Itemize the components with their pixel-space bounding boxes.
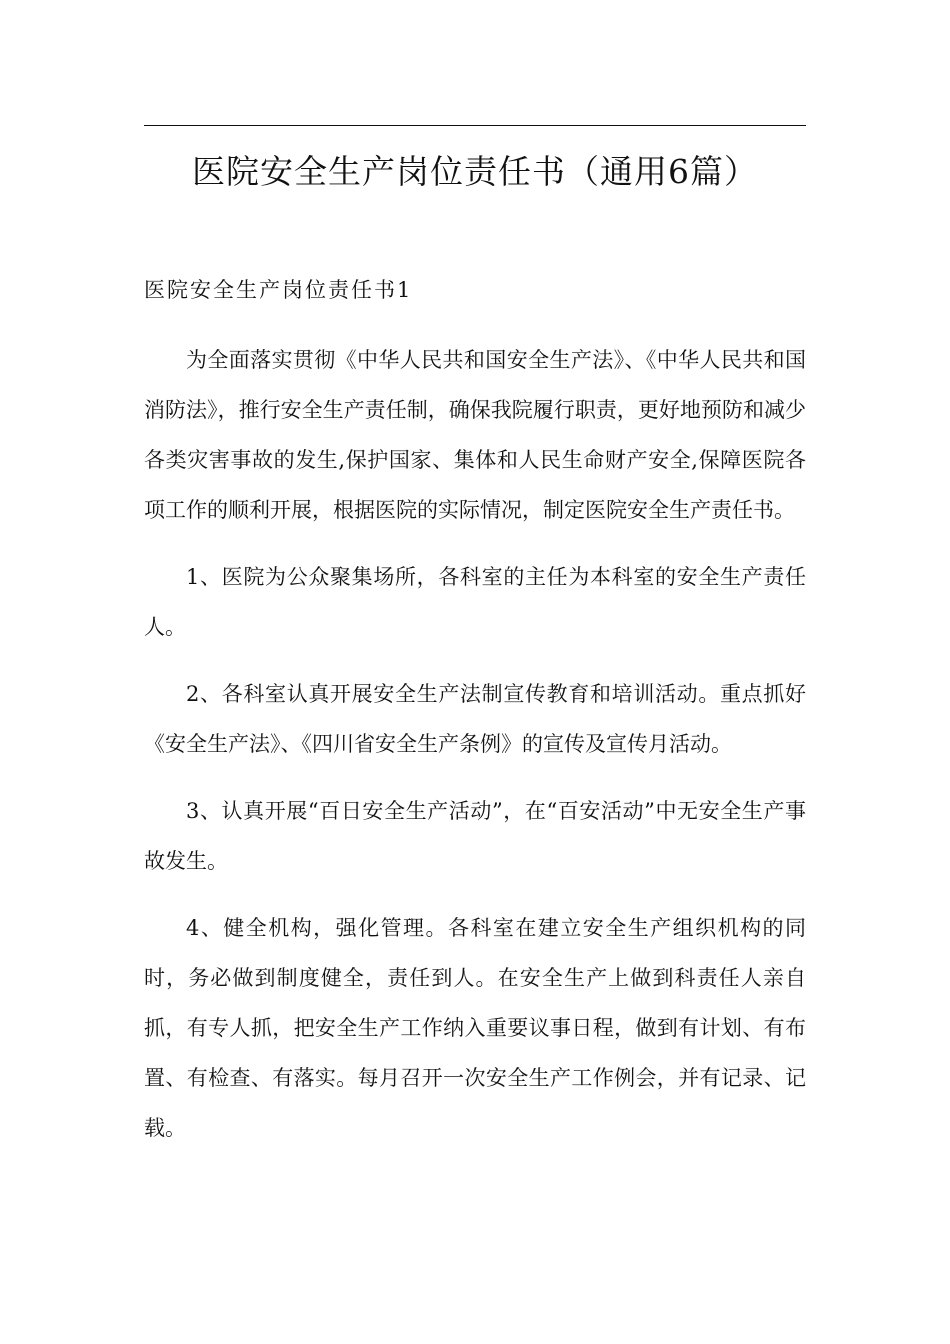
document-title: 医院安全生产岗位责任书（通用6篇） [192,152,758,191]
section-heading: 医院安全生产岗位责任书1 [144,278,413,302]
paragraph-item-1: 1、医院为公众聚集场所，各科室的主任为本科室的安全生产责任人。 [144,565,806,639]
paragraph-intro: 为全面落实贯彻《中华人民共和国安全生产法》、《中华人民共和国消防法》，推行安全生产责任制，确保我院履行职责，更好地预防和减少各类灾害事故的发生,保护国家、集体和人民生命财产安全,保障医院各项工作的顺利开展，根据医院的实际情况，制定医院安全生产责任书。 [144,348,806,522]
paragraph-item-3: 3、认真开展“百日安全生产活动”，在“百安活动”中无安全生产事故发生。 [144,799,806,873]
top-divider [144,125,806,126]
paragraph-item-4: 4、健全机构，强化管理。各科室在建立安全生产组织机构的同时，务必做到制度健全，责任到人。在安全生产上做到科责任人亲自抓，有专人抓，把安全生产工作纳入重要议事日程，做到有计划、有布置、有检查、有落实。每月召开一次安全生产工作例会，并有记录、记载。 [144,916,806,1140]
document-body [144,335,806,1170]
paragraph-item-2: 2、各科室认真开展安全生产法制宣传教育和培训活动。重点抓好《安全生产法》、《四川省安全生产条例》的宣传及宣传月活动。 [144,682,806,756]
